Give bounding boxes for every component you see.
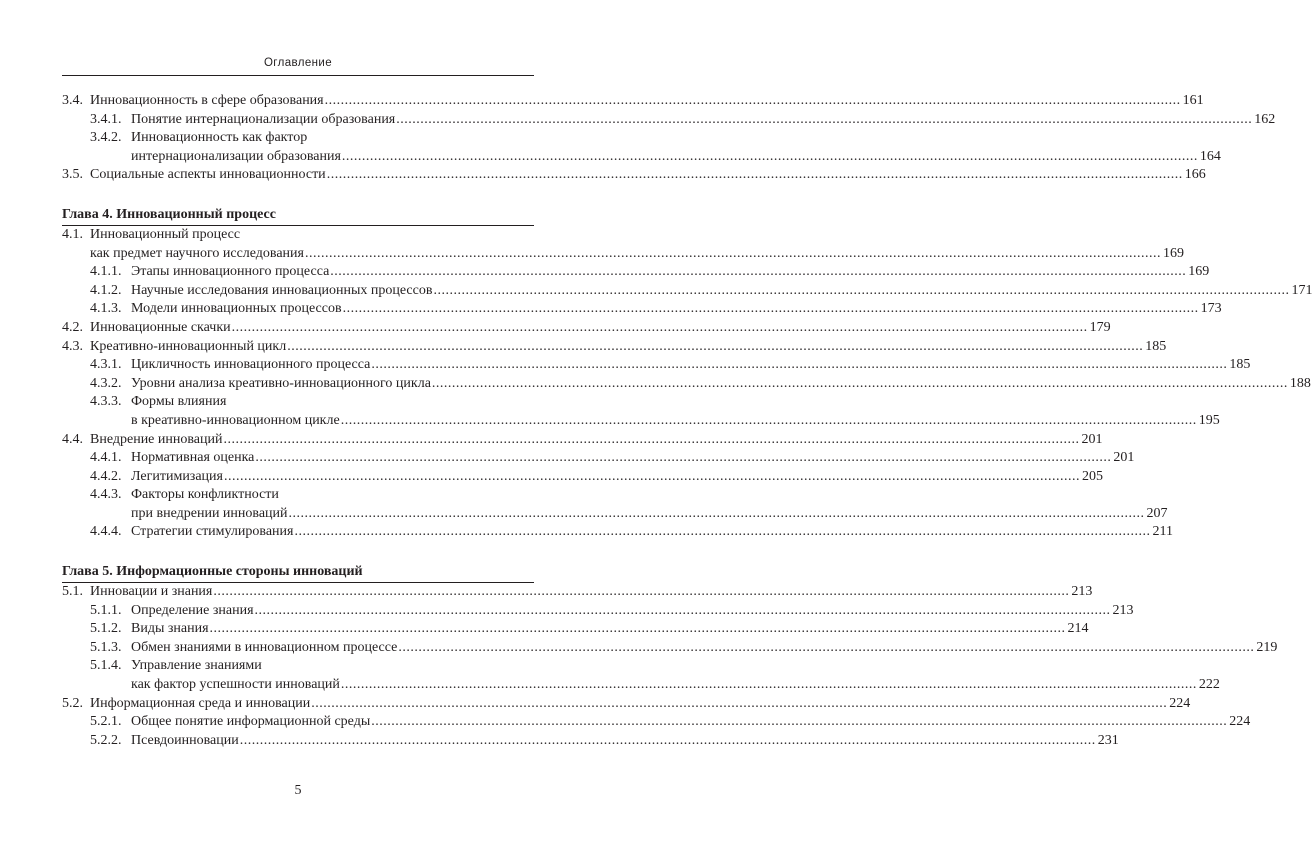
- dot-leader: [330, 263, 1186, 282]
- section-title: Понятие интернационализации образования: [131, 111, 396, 127]
- section-number: 5.1.3.: [90, 639, 122, 655]
- page-reference: 201: [1081, 431, 1103, 447]
- toc-subsection-entry[interactable]: [62, 639, 1278, 658]
- toc-section-entry[interactable]: [62, 166, 1206, 185]
- dot-leader: [255, 602, 1111, 621]
- page-reference: 171: [1291, 282, 1312, 298]
- section-title: Нормативная оценка: [131, 450, 255, 466]
- section-title: Информационная среда и инновации: [90, 695, 311, 711]
- section-number: 5.2.1.: [90, 714, 122, 730]
- page-reference: 188: [1289, 375, 1311, 391]
- page-reference: 205: [1081, 468, 1103, 484]
- dot-leader: [432, 375, 1288, 394]
- toc-subsection-entry[interactable]: [62, 620, 1089, 639]
- section-number: 4.3.3.: [90, 394, 122, 410]
- toc-section-entry[interactable]: [62, 431, 1103, 450]
- toc-subsection-entry[interactable]: [62, 111, 1276, 130]
- page-reference: 219: [1256, 639, 1278, 655]
- toc-section-entry[interactable]: [62, 695, 1191, 714]
- page-number: 5: [294, 783, 302, 798]
- dot-leader: [342, 148, 1198, 167]
- section-title: при внедрении инноваций: [131, 505, 288, 521]
- dot-leader: [433, 282, 1289, 301]
- section-number: 5.1.: [62, 584, 83, 600]
- section-title: Научные исследования инновационных процессов: [131, 282, 433, 298]
- section-title: Инновационность как фактор: [131, 130, 308, 146]
- page-reference: 201: [1113, 450, 1135, 466]
- section-number: 4.4.3.: [90, 487, 122, 503]
- dot-leader: [396, 111, 1252, 130]
- dot-leader: [371, 356, 1227, 375]
- dot-leader: [289, 505, 1145, 524]
- dot-leader: [255, 449, 1111, 468]
- dot-leader: [240, 732, 1096, 751]
- section-title: Инновационный процесс: [90, 226, 241, 242]
- toc-subsection-entry[interactable]: [62, 282, 1312, 301]
- section-number: 4.1.2.: [90, 282, 122, 298]
- section-number: 4.3.2.: [90, 375, 122, 391]
- toc-subsection-entry[interactable]: [62, 486, 1168, 523]
- dot-leader: [343, 300, 1199, 319]
- section-number: 4.1.: [62, 226, 83, 242]
- section-title: Стратегии стимулирования: [131, 524, 294, 540]
- page-reference: 173: [1200, 301, 1222, 317]
- section-number: 5.1.1.: [90, 602, 122, 618]
- section-number: 3.4.: [62, 93, 83, 108]
- page-reference: 231: [1097, 732, 1119, 748]
- page-reference: 179: [1089, 319, 1111, 335]
- toc-section-entry[interactable]: [62, 338, 1167, 357]
- section-title: Общее понятие информационной среды: [131, 714, 371, 730]
- section-number: 3.4.1.: [90, 111, 122, 127]
- section-title: Легитимизация: [131, 468, 223, 484]
- section-number: 4.1.1.: [90, 264, 122, 280]
- section-number: 5.2.2.: [90, 732, 122, 748]
- table-of-contents: [62, 92, 1312, 750]
- section-number: 4.4.: [62, 431, 83, 447]
- section-number: 3.5.: [62, 167, 83, 183]
- section-title: Уровни анализа креативно-инновационного цикла: [131, 375, 431, 391]
- page-reference: 169: [1163, 245, 1184, 261]
- page-reference: 224: [1169, 695, 1191, 711]
- toc-section-entry[interactable]: [62, 226, 1184, 263]
- page-reference: 214: [1067, 621, 1089, 637]
- page-reference: 185: [1229, 357, 1251, 373]
- section-title: Социальные аспекты инновационности: [90, 167, 326, 183]
- toc-subsection-entry[interactable]: [62, 300, 1222, 319]
- toc-subsection-entry[interactable]: [62, 468, 1103, 487]
- toc-section-entry[interactable]: [62, 583, 1093, 602]
- section-number: 5.2.: [62, 695, 83, 711]
- dot-leader: [305, 245, 1161, 264]
- page-reference: 161: [1182, 93, 1204, 108]
- section-title: Инновационность в сфере образования: [90, 93, 324, 108]
- dot-leader: [371, 713, 1227, 732]
- page-reference: 166: [1184, 167, 1206, 183]
- section-title: как предмет научного исследования: [90, 245, 304, 261]
- dot-leader: [287, 338, 1143, 357]
- page-reference: 185: [1145, 338, 1167, 354]
- dot-leader: [294, 523, 1150, 542]
- dot-leader: [232, 319, 1088, 338]
- section-number: 4.4.1.: [90, 450, 122, 466]
- toc-subsection-entry[interactable]: [62, 356, 1251, 375]
- header-rule: [62, 75, 534, 76]
- toc-subsection-entry[interactable]: [62, 602, 1134, 621]
- section-number: 5.1.2.: [90, 621, 122, 637]
- page-reference: 207: [1146, 505, 1168, 521]
- section-title: Управление знаниями: [131, 658, 262, 674]
- section-title: Псевдоинновации: [131, 732, 239, 748]
- toc-subsection-entry[interactable]: [62, 449, 1135, 468]
- running-head: Оглавление: [263, 57, 333, 69]
- page-reference: 213: [1112, 602, 1134, 618]
- section-title: в креативно-инновационном цикле: [131, 412, 340, 428]
- dot-leader: [327, 166, 1183, 185]
- section-number: 4.4.2.: [90, 468, 122, 484]
- dot-leader: [224, 431, 1080, 450]
- toc-subsection-entry[interactable]: [62, 393, 1220, 430]
- dot-leader: [325, 92, 1181, 111]
- page-reference: 224: [1229, 714, 1251, 730]
- dot-leader: [210, 620, 1066, 639]
- chapter-heading: Глава 4. Инновационный процесс: [62, 205, 534, 226]
- section-title: Виды знания: [131, 621, 209, 637]
- dot-leader: [398, 639, 1254, 658]
- page-reference: 195: [1198, 412, 1220, 428]
- page-reference: 169: [1188, 264, 1210, 280]
- section-number: 4.3.: [62, 338, 83, 354]
- dot-leader: [341, 676, 1197, 695]
- section-title: Модели инновационных процессов: [131, 301, 342, 317]
- toc-subsection-entry[interactable]: [62, 732, 1119, 751]
- chapter-heading: Глава 5. Информационные стороны инноваций: [62, 562, 534, 583]
- toc-subsection-entry[interactable]: [62, 375, 1311, 394]
- section-title: Креативно-инновационный цикл: [90, 338, 287, 354]
- section-number: 4.2.: [62, 319, 83, 335]
- section-number: 4.4.4.: [90, 524, 122, 540]
- dot-leader: [311, 695, 1167, 714]
- dot-leader: [341, 412, 1197, 431]
- page-reference: 162: [1254, 111, 1276, 127]
- toc-subsection-entry[interactable]: [62, 523, 1173, 542]
- section-title: Факторы конфликтности: [131, 487, 279, 503]
- section-title: Инновационные скачки: [90, 319, 231, 335]
- dot-leader: [213, 583, 1069, 602]
- section-title: Формы влияния: [131, 394, 227, 410]
- section-title: Этапы инновационного процесса: [131, 264, 330, 280]
- toc-subsection-entry[interactable]: [62, 129, 1221, 166]
- page-reference: 222: [1198, 677, 1220, 693]
- section-title: Цикличность инновационного процесса: [131, 357, 371, 373]
- page-reference: 164: [1199, 148, 1221, 164]
- section-number: 5.1.4.: [90, 658, 122, 674]
- toc-subsection-entry[interactable]: [62, 657, 1220, 694]
- section-title: Инновации и знания: [90, 584, 213, 600]
- section-title: Определение знания: [131, 602, 254, 618]
- section-number: 3.4.2.: [90, 130, 122, 146]
- section-title: Обмен знаниями в инновационном процессе: [131, 639, 398, 655]
- section-number: 4.3.1.: [90, 357, 122, 373]
- page-reference: 211: [1152, 524, 1173, 540]
- toc-subsection-entry[interactable]: [62, 263, 1210, 282]
- toc-subsection-entry[interactable]: [62, 713, 1251, 732]
- section-title: как фактор успешности инноваций: [131, 677, 340, 693]
- section-number: 4.1.3.: [90, 301, 122, 317]
- toc-section-entry[interactable]: [62, 319, 1111, 338]
- section-title: интернационализации образования: [131, 148, 341, 164]
- toc-section-entry[interactable]: [62, 92, 1204, 111]
- page-reference: 213: [1071, 584, 1093, 600]
- dot-leader: [224, 468, 1080, 487]
- section-title: Внедрение инноваций: [90, 431, 223, 447]
